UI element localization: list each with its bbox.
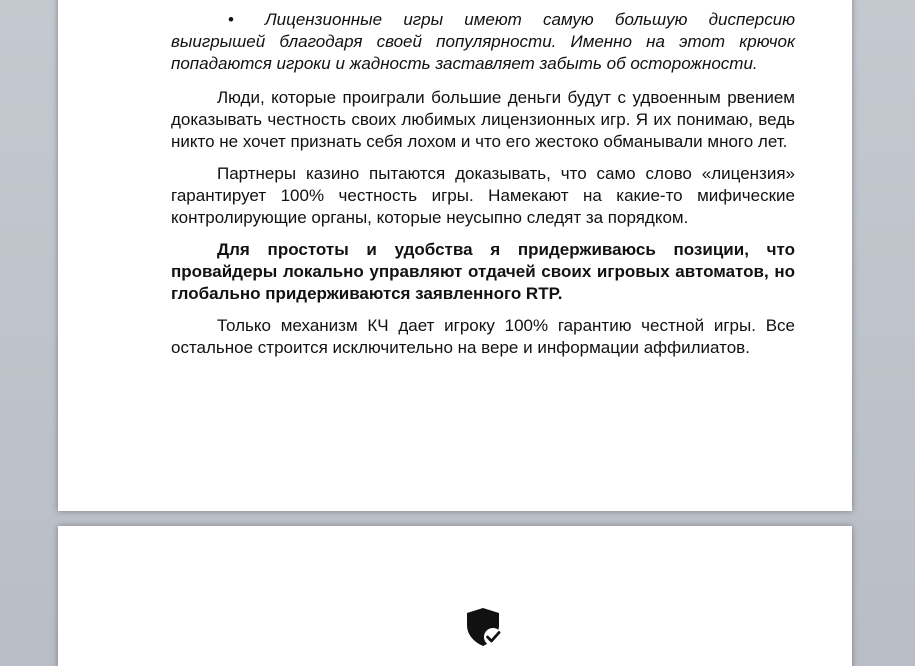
- paragraph-bold-position: Для простоты и удобства я придерживаюсь позиции, что провайдеры локально управляют отдачей своих игровых автоматов, но глобально придерживаются заявленного RTP.: [171, 240, 795, 303]
- paragraph-losers: Люди, которые проиграли большие деньги будут с удвоенным рвением доказывать честность своих любимых лицензионных игр. Я их понимаю, ведь никто не хочет признать себя лохом и что его жестоко обманывали много лет.: [171, 88, 795, 151]
- document-page-1: [58, 0, 852, 511]
- paragraph-partners: Партнеры казино пытаются доказывать, что само слово «лицензия» гарантирует 100% честность игры. Намекают на какие-то мифические контролирующие органы, которые неусыпно следят за порядком.: [171, 164, 795, 227]
- page-body: [171, 9, 795, 369]
- bullet-paragraph: [171, 9, 795, 75]
- bullet-marker: •: [228, 10, 234, 29]
- shield-check-icon: [462, 606, 504, 648]
- bullet-text: Лицензионные игры имеют самую большую дисперсию выигрышей благодаря своей популярности. Именно на этот крючок попадаются игроки и жадность заставляет забыть об осторожности.: [171, 10, 795, 73]
- paragraph-conclusion: Только механизм КЧ дает игроку 100% гарантию честной игры. Все остальное строится исключительно на вере и информации аффилиатов.: [171, 316, 795, 357]
- document-page-2: [58, 526, 852, 666]
